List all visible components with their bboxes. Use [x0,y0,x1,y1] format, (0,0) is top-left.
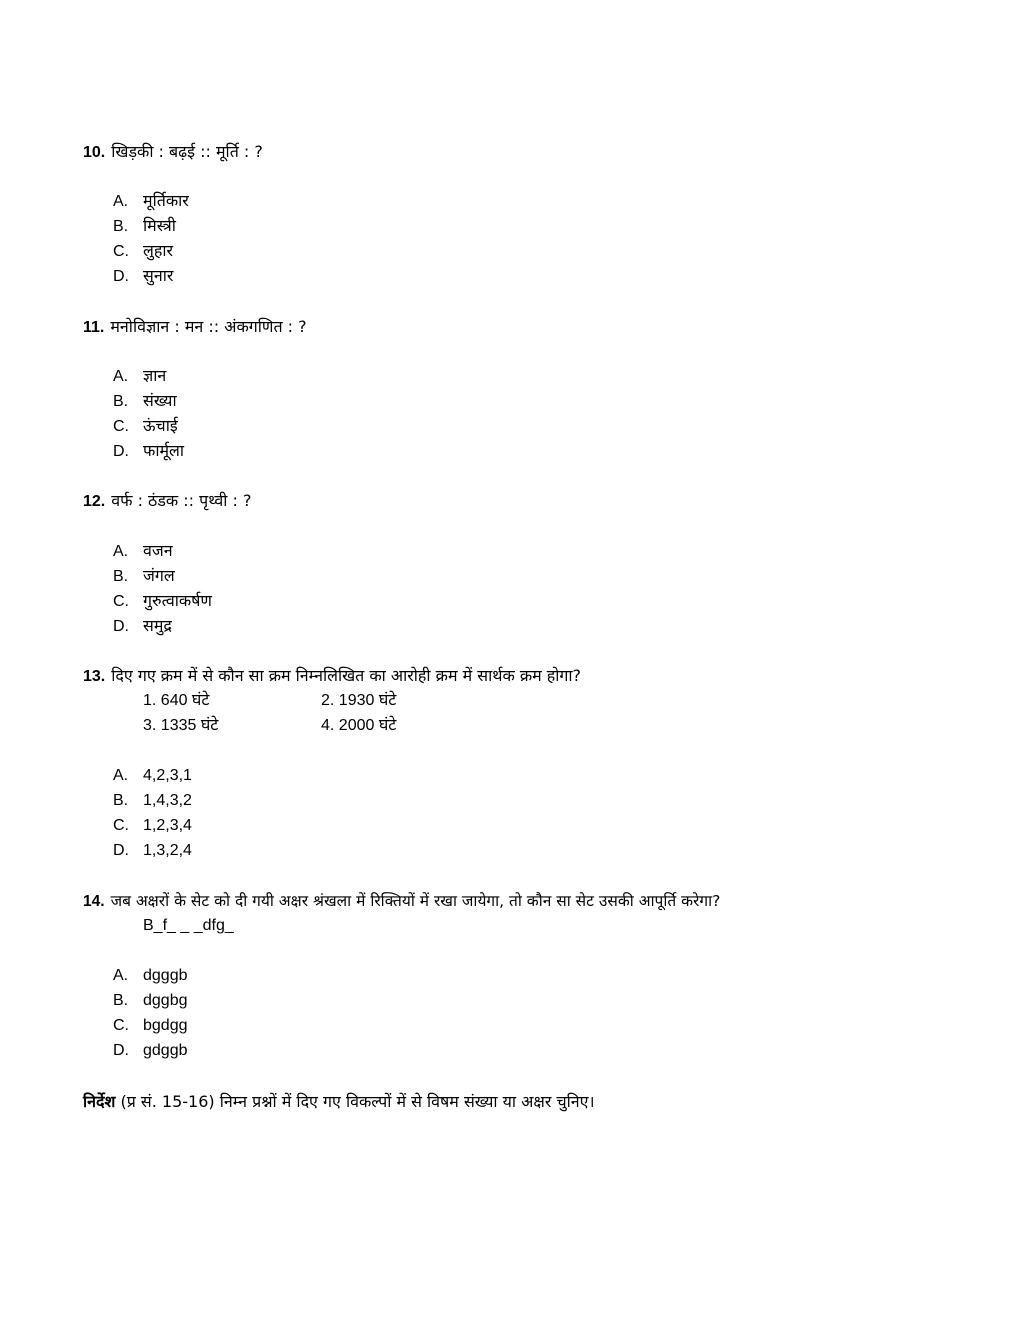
question-number: 13. [83,668,106,685]
option-11-a [113,366,166,387]
sequence-item-2: 2. 1930 घंटे [321,692,397,709]
option-text: gdggb [143,1042,188,1059]
option-10-a [113,191,189,212]
option-10-b [113,216,176,237]
question-number: 10. [83,144,106,161]
option-text: संख्या [143,391,177,410]
sequence-item-3: 3. 1335 घंटे [143,717,219,734]
option-text: लुहार [143,241,174,260]
direction-text: (प्र सं. 15-16) निम्न प्रश्नों में दिए गए विकल्पों में से विषम संख्या या अक्षर चुनिए। [120,1092,595,1111]
option-label: C. [113,593,129,610]
option-12-a [113,541,173,562]
option-text: 4,2,3,1 [143,767,192,784]
question-text: वर्फ : ठंडक :: पृथ्वी : ? [111,491,252,510]
option-13-a [113,766,192,786]
option-text: 1,2,3,4 [143,817,192,834]
option-10-c [113,241,173,262]
question-text: खिड़की : बढ़ई :: मूर्ति : ? [111,142,263,161]
option-label: C. [113,1017,129,1034]
option-10-d [113,266,173,287]
question-number: 11. [83,319,105,336]
option-text: मिस्त्री [143,216,176,235]
direction-label: निर्देश [83,1092,116,1111]
sequence-item-1: 1. 640 घंटे [143,692,210,709]
question-text: दिए गए क्रम में से कौन सा क्रम निम्नलिखित का आरोही क्रम में सार्थक क्रम होगा? [111,666,582,685]
option-text: bgdgg [143,1017,188,1034]
option-label: C. [113,817,129,834]
option-label: D. [113,443,129,460]
option-12-c [113,591,212,612]
option-text: समुद्र [143,616,172,635]
option-text: गुरुत्वाकर्षण [143,591,212,610]
option-11-c [113,416,178,437]
option-text: फार्मूला [143,441,185,460]
option-label: D. [113,268,129,285]
question-number: 14. [83,893,105,910]
option-11-b [113,391,177,412]
option-label: A. [113,368,129,385]
option-13-d [113,841,192,861]
option-13-b [113,791,192,811]
option-14-c [113,1016,188,1036]
option-text: सुनार [143,266,174,285]
question-14 [83,891,720,912]
option-text: 1,4,3,2 [143,792,192,809]
question-10 [83,142,263,163]
option-label: B. [113,992,129,1009]
option-label: B. [113,792,129,809]
option-text: dggbg [143,992,188,1009]
option-label: B. [113,568,129,585]
question-text: मनोविज्ञान : मन :: अंकगणित : ? [110,317,307,336]
option-14-d [113,1041,188,1061]
sequence-item-4: 4. 2000 घंटे [321,717,397,734]
question-13 [83,666,581,687]
option-label: D. [113,842,129,859]
option-text: ज्ञान [143,366,167,385]
option-14-a [113,966,188,986]
option-12-d [113,616,172,637]
question-11 [83,317,307,338]
question-text: जब अक्षरों के सेट को दी गयी अक्षर श्रंखला में रिक्तियों में रखा जायेगा, तो कौन सा सेट उसकी आपूर्ति करेगा? [110,892,721,910]
option-text: वजन [143,541,173,560]
option-text: dgggb [143,967,188,984]
option-label: C. [113,243,129,260]
option-label: B. [113,393,129,410]
option-text: ऊंचाई [143,416,178,435]
option-label: D. [113,618,129,635]
option-text: 1,3,2,4 [143,842,192,859]
option-label: A. [113,967,129,984]
option-label: A. [113,543,129,560]
option-13-c [113,816,192,836]
option-label: A. [113,767,129,784]
option-label: A. [113,193,129,210]
question-12 [83,491,252,512]
option-label: C. [113,418,129,435]
option-14-b [113,991,188,1011]
option-label: B. [113,218,129,235]
direction-note [83,1092,595,1112]
option-11-d [113,441,184,462]
letter-series: B_f_ _ _dfg_ [143,917,234,934]
question-number: 12. [83,493,106,510]
option-text: जंगल [143,566,175,585]
option-label: D. [113,1042,129,1059]
option-text: मूर्तिकार [143,191,189,210]
option-12-b [113,566,175,587]
